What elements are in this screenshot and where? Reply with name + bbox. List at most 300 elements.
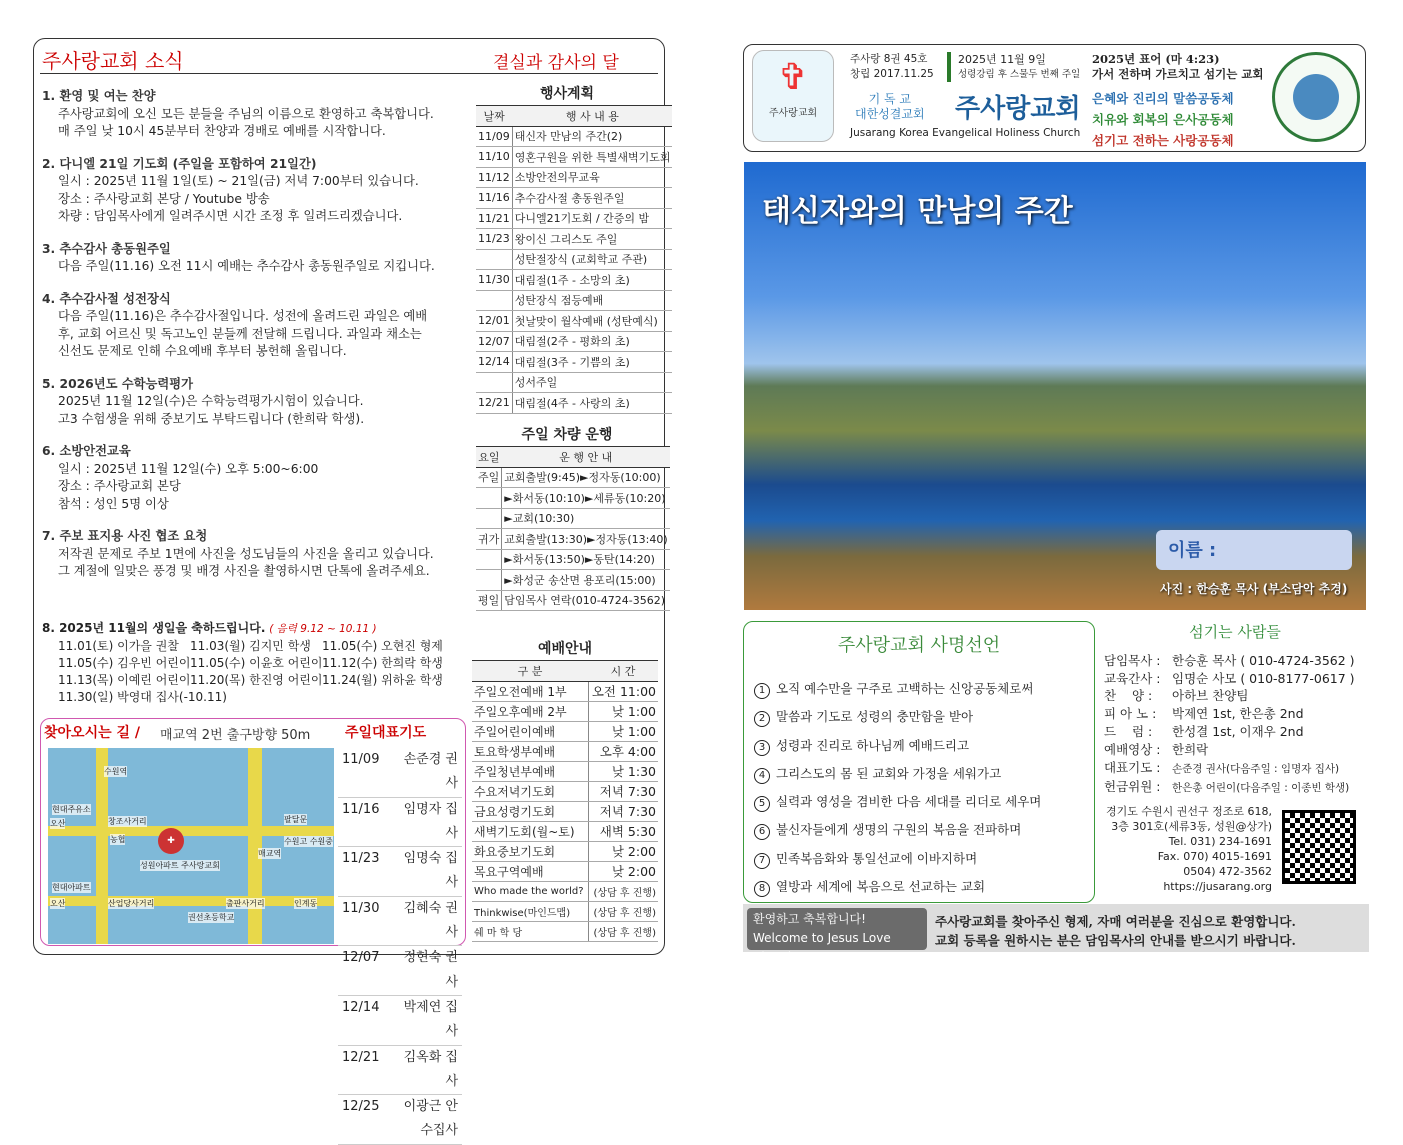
map-label: 수원역: [104, 767, 128, 776]
birthday-entry: 11.05(수) 김우빈 어린이: [58, 656, 191, 670]
news-item: [42, 156, 472, 226]
schedule-row: [476, 352, 672, 373]
worship-row: [472, 801, 658, 821]
mission-number-icon: 1: [754, 683, 770, 699]
schedule-row: [476, 249, 672, 270]
news-item: [42, 443, 472, 513]
news-list: [42, 88, 472, 596]
car-cell-a: [476, 508, 502, 529]
prayer-row: [338, 748, 462, 798]
mission-text: 실력과 영성을 겸비한 다음 세대를 리더로 세우며: [776, 794, 1042, 810]
news-item: [42, 376, 472, 429]
news-heading: 5. 2026년도 수학능력평가: [42, 376, 194, 391]
mission-number-icon: 3: [754, 740, 770, 756]
staff-row: [1104, 778, 1366, 798]
news-line: 후, 교회 어르신 및 독고노인 분들께 전달해 드립니다. 과일과 채소는: [58, 326, 422, 341]
issue-no: 주사랑 8권 45호: [850, 53, 928, 65]
birthday-entry: 11.24(월) 위하윤 학생: [322, 673, 443, 687]
welcome-line1: 주사랑교회를 찾아주신 형제, 자매 여러분을 진심으로 환영합니다.: [935, 914, 1296, 929]
schedule-cell-a: 11/21: [476, 208, 512, 229]
schedule-row: [476, 393, 672, 414]
birthday-section: [42, 620, 462, 706]
worship-row: [472, 861, 658, 881]
news-line: 다음 주일(11.16) 오전 11시 예배는 추수감사 총동원주일로 지킵니다.: [58, 259, 435, 273]
staff-name: 한희락: [1172, 741, 1209, 757]
news-line: 장소 : 주사랑교회 본당 / Youtube 방송: [58, 191, 270, 206]
worship-name: 금요성령기도회: [472, 801, 588, 821]
mission-item: [754, 816, 1094, 844]
mission-text: 성령과 진리로 하나님께 예배드리고: [776, 737, 970, 753]
welcome-line2: 교회 등록을 원하시는 분은 담임목사의 안내를 받으시기 바랍니다.: [935, 933, 1296, 948]
birthday-entry: 11.12(수) 한희락 학생: [322, 656, 443, 670]
staff-row: [1104, 741, 1366, 759]
mission-text: 오직 예수만을 구주로 고백하는 신앙공동체로써: [776, 681, 1034, 696]
birthday-heading: 8. 2025년 11월의 생일을 축하드립니다.: [42, 621, 266, 635]
cover-title: 태신자와의 만남의 주간: [762, 194, 1073, 229]
schedule-row: [476, 188, 672, 209]
mission-number-icon: 8: [754, 881, 770, 897]
worship-row: [472, 841, 658, 861]
theme-motto: 가서 전하며 가르치고 섬기는 교회: [1092, 67, 1264, 81]
schedule-cell-b: 대림절(4주 - 사랑의 초): [512, 393, 672, 414]
mission-item: [754, 845, 1094, 873]
map-label: 산업당사거리: [108, 899, 155, 908]
staff-row: [1104, 705, 1366, 723]
prayer-row: [338, 897, 462, 947]
prayer-row: [338, 1046, 462, 1096]
mission-text: 그리스도의 몸 된 교회와 가정을 세워가고: [776, 765, 1002, 781]
worship-time: 낮 1:00: [588, 701, 658, 721]
car-row: [476, 508, 670, 529]
news-line: 장소 : 주사랑교회 본당: [58, 479, 181, 493]
map-label: 출판사거리: [226, 899, 265, 908]
worship-name: 목요구역예배: [472, 861, 588, 881]
schedule-cell-b: 대림절(3주 - 기쁨의 초): [512, 352, 672, 373]
phone: Tel. 031) 234-1691: [1168, 835, 1272, 849]
schedule-cell-b: 성서주일: [512, 372, 672, 393]
worship-name: 주일오후예배 2부: [472, 701, 588, 721]
car-cell-b: 교회출발(9:45)►정자동(10:00): [502, 467, 670, 488]
birthday-hint: ( 음력 9.12 ~ 10.11 ): [269, 623, 377, 635]
news-line: 2025년 11월 12일(수)은 수학능력평가시험이 있습니다.: [58, 394, 364, 408]
schedule-cell-a: 12/01: [476, 311, 512, 332]
mission-text: 민족복음화와 통일선교에 이바지하며: [776, 850, 978, 866]
worship-name: 새벽기도회(월~토): [472, 821, 588, 841]
car-title: 주일 차량 운행: [521, 427, 613, 443]
staff-name: 아하브 찬양팀: [1172, 688, 1249, 704]
map-image: [48, 748, 334, 944]
prayer-name: 이광근 안수집사: [403, 1099, 458, 1139]
news-title: 주사랑교회 소식: [42, 49, 184, 73]
staff-row: [1104, 759, 1366, 779]
mission-number-icon: 7: [754, 853, 770, 869]
prayer-row: [338, 946, 462, 996]
worship-time: (상담 후 진행): [588, 921, 658, 941]
staff-name: 손준경 권사(다음주일 : 임명자 집사): [1172, 762, 1340, 775]
news-heading: 6. 소방안전교육: [42, 444, 131, 458]
prayer-name: 임명숙 집사: [403, 851, 458, 891]
worship-row: [472, 761, 658, 781]
worship-time: 오전 11:00: [588, 681, 658, 701]
car-section: [476, 427, 668, 611]
news-line: 주사랑교회에 오신 모든 분들을 주님의 이름으로 환영하고 축복합니다.: [58, 106, 434, 121]
church-marker-icon: ✚: [158, 828, 184, 854]
car-cell-b: ►교회(10:30): [502, 508, 670, 529]
car-cell-b: ►화서동(10:10)►세류동(10:20): [502, 488, 670, 509]
staff-role: 찬 양 :: [1104, 688, 1153, 704]
car-cell-b: ►화성군 송산면 용포리(15:00): [502, 570, 670, 591]
worship-row: [472, 901, 658, 921]
founded-date: 창립 2017.11.25: [850, 68, 934, 80]
map-label: 팔달문: [284, 815, 308, 824]
staff-name: 임명순 사모 ( 010-8177-0617 ): [1172, 670, 1355, 686]
contact-block: [1104, 804, 1272, 894]
map-label: 오산: [50, 899, 66, 908]
schedule-cell-a: 12/07: [476, 331, 512, 352]
schedule-col-date: 날짜: [476, 106, 512, 127]
car-cell-a: 귀가: [476, 529, 502, 550]
news-heading: 7. 주보 표지용 사진 협조 요청: [42, 529, 208, 543]
staff-role: 교육간사 :: [1104, 670, 1161, 686]
denom-line1: 기 독 교: [868, 92, 911, 106]
schedule-row: [476, 270, 672, 291]
schedule-cell-b: 다니엘21기도회 / 간증의 밤: [512, 208, 672, 229]
schedule-cell-b: 왕이신 그리스도 주일: [512, 229, 672, 250]
news-line: 일시 : 2025년 11월 1일(토) ~ 21일(금) 저녁 7:00부터 있습니다.: [58, 174, 419, 188]
mission-title: 주사랑교회 사명선언: [837, 635, 1001, 656]
news-line: 다음 주일(11.16)은 추수감사절입니다. 성전에 올려드린 과일은 예배: [58, 309, 428, 323]
mission-item: [754, 788, 1094, 816]
news-item: [42, 291, 472, 361]
prayer-row: [338, 847, 462, 897]
schedule-cell-a: [476, 249, 512, 270]
car-cell-a: 주일: [476, 467, 502, 488]
mission-item: [754, 703, 1094, 731]
worship-table: [472, 660, 658, 942]
car-cell-b: 담임목사 연락(010-4724-3562): [502, 590, 670, 611]
map-subtitle: 매교역 2번 출구방향 50m: [160, 728, 311, 743]
map-label: 창조사거리: [108, 817, 147, 826]
worship-row: [472, 741, 658, 761]
address-line2: 3층 301호(세류3동, 성원@상가): [1111, 820, 1272, 834]
schedule-row: [476, 331, 672, 352]
staff-role: 헌금위원 :: [1104, 779, 1161, 795]
schedule-row: [476, 311, 672, 332]
map-label: 현대아파트: [52, 883, 91, 892]
worship-name: Thinkwise(마인드맵): [472, 901, 588, 921]
prayer-name: 박제연 집사: [403, 999, 458, 1040]
map-label: 매교역: [258, 849, 282, 858]
mission-item: [754, 760, 1094, 788]
worship-name: 쉐 마 학 당: [472, 921, 588, 941]
theme-ref: 2025년 표어 (마 4:23): [1092, 52, 1220, 66]
worship-title: 예배안내: [537, 641, 593, 657]
news-line: 매 주일 낮 10시 45분부터 찬양과 경배로 예배를 시작합니다.: [58, 124, 386, 138]
schedule-cell-b: 대림절(2주 - 평화의 초): [512, 331, 672, 352]
worship-name: 토요학생부예배: [472, 741, 588, 761]
staff-row: [1104, 652, 1366, 670]
address-line1: 경기도 수원시 권선구 정조로 618,: [1106, 805, 1272, 819]
prayer-name: 김옥화 집사: [403, 1049, 458, 1089]
worship-name: 수요저녁기도회: [472, 781, 588, 801]
fax: Fax. 070) 4015-1691: [1157, 850, 1272, 864]
qr-code-icon[interactable]: [1282, 810, 1356, 884]
prayer-row: [338, 798, 462, 848]
prayer-date: 12/07: [342, 950, 380, 966]
liturgical-week: 성령강림 후 스물두 번째 주일: [958, 69, 1081, 80]
car-cell-a: [476, 570, 502, 591]
worship-time: 낮 1:30: [588, 761, 658, 781]
worship-time: 저녁 7:30: [588, 801, 658, 821]
birthday-entry: 11.30(일) 박영대 집사(-10.11): [58, 690, 227, 704]
prayer-date: 11/30: [342, 900, 380, 916]
worship-row: [472, 701, 658, 721]
logo-text: 주사랑교회: [768, 108, 818, 119]
worship-row: [472, 921, 658, 941]
mission-item: [754, 873, 1094, 901]
prayer-list: [338, 748, 462, 1145]
car-cell-a: [476, 488, 502, 509]
car-row: [476, 549, 670, 570]
schedule-cell-b: 추수감사절 총동원주일: [512, 188, 672, 209]
car-col-day: 요일: [476, 447, 502, 468]
news-line: 신선도 문제로 인해 수요예배 후부터 봉헌해 올립니다.: [58, 344, 347, 358]
mission-text: 말씀과 기도로 성령의 충만함을 받아: [776, 709, 974, 725]
map-label: 권선초등학교: [188, 913, 235, 922]
schedule-cell-a: 11/16: [476, 188, 512, 209]
schedule-row: [476, 229, 672, 250]
news-item: [42, 528, 472, 581]
prayer-name: 김혜숙 권사: [403, 900, 458, 941]
prayer-name: 정현숙 권사: [403, 950, 458, 990]
prayer-date: 11/16: [342, 801, 380, 817]
month-theme: 결실과 감사의 달: [493, 53, 619, 73]
worship-name: Who made the world?: [472, 881, 588, 901]
mission-text: 불신자들에게 생명의 구원의 복음을 전파하며: [776, 822, 1022, 838]
schedule-cell-b: 소방안전의무교육: [512, 167, 672, 188]
church-name: 주사랑교회: [955, 94, 1081, 124]
schedule-cell-a: [476, 290, 512, 311]
worship-name: 화요중보기도회: [472, 841, 588, 861]
map-label: 수원고 수원중: [284, 837, 333, 846]
prayer-row: [338, 996, 462, 1046]
mobile: 0504) 472-3562: [1183, 865, 1272, 879]
worship-row: [472, 681, 658, 701]
name-field[interactable]: 이름 :: [1156, 530, 1352, 570]
car-row: [476, 590, 670, 611]
mission-box: [743, 621, 1095, 903]
mission-number-icon: 5: [754, 796, 770, 812]
mission-item: [754, 732, 1094, 760]
birthday-entry: 11.13(목) 이예린 어린이: [58, 673, 191, 687]
schedule-cell-b: 태신자 만남의 주간(2): [512, 126, 672, 147]
worship-name: 주일오전예배 1부: [472, 681, 588, 701]
denomination-seal-icon: [1272, 52, 1360, 142]
prayer-date: 12/21: [342, 1049, 380, 1065]
divider: [40, 73, 658, 74]
mission-text: 열방과 세계에 복음으로 선교하는 교회: [776, 879, 986, 895]
schedule-row: [476, 372, 672, 393]
birthday-entry: 11.03(월) 김지민 학생: [190, 639, 311, 653]
schedule-row: [476, 167, 672, 188]
worship-row: [472, 881, 658, 901]
car-cell-b: ►화서동(13:50)►동탄(14:20): [502, 549, 670, 570]
mission-number-icon: 2: [754, 711, 770, 727]
year-theme: [1092, 52, 1264, 82]
slogan-1: 은혜와 진리의 말씀공동체: [1092, 91, 1234, 106]
worship-col-time: 시 간: [588, 661, 658, 682]
car-row: [476, 529, 670, 550]
car-row: [476, 488, 670, 509]
map-label: 성원아파트 주사랑교회: [140, 861, 220, 870]
schedule-row: [476, 208, 672, 229]
schedule-section: [476, 86, 671, 414]
church-logo: [752, 50, 834, 142]
staff-name: 한승훈 목사 ( 010-4724-3562 ): [1172, 652, 1355, 668]
staff-title: 섬기는 사람들: [1189, 623, 1281, 641]
prayer-row: [338, 1095, 462, 1145]
staff-row: [1104, 723, 1366, 741]
slogan-3: 섬기고 전하는 사랑공동체: [1092, 133, 1234, 148]
schedule-cell-a: 11/10: [476, 147, 512, 168]
divider: [947, 52, 951, 82]
issue-info: [850, 52, 934, 82]
news-heading: 4. 추수감사절 성전장식: [42, 291, 171, 306]
staff-role: 대표기도 :: [1104, 759, 1161, 775]
schedule-cell-a: 11/23: [476, 229, 512, 250]
schedule-cell-a: 12/21: [476, 393, 512, 414]
staff-name: 박제연 1st, 한은총 2nd: [1172, 706, 1304, 722]
schedule-cell-b: 첫날맞이 월삭예배 (성탄예식): [512, 311, 672, 332]
car-row: [476, 570, 670, 591]
worship-time: (상담 후 진행): [588, 881, 658, 901]
news-line: 일시 : 2025년 11월 12일(수) 오후 5:00~6:00: [58, 461, 319, 476]
date-info: [958, 52, 1080, 82]
schedule-cell-b: 대림절(1주 - 소망의 초): [512, 270, 672, 291]
slogan-2: 치유와 회복의 은사공동체: [1092, 112, 1234, 127]
map-label: 현대주유소: [52, 805, 91, 814]
worship-time: 오후 4:00: [588, 741, 658, 761]
prayer-name: 임명자 집사: [403, 801, 458, 841]
mission-number-icon: 4: [754, 768, 770, 784]
staff-role: 드 럼 :: [1104, 723, 1153, 739]
schedule-cell-a: 12/14: [476, 352, 512, 373]
map-title: 찾아오시는 길 /: [44, 725, 141, 741]
schedule-cell-a: 11/09: [476, 126, 512, 147]
worship-row: [472, 821, 658, 841]
worship-section: [472, 641, 658, 942]
prayer-date: 12/25: [342, 1099, 380, 1115]
news-line: 그 계절에 일맞은 풍경 및 배경 사진을 촬영하시면 단톡에 올려주세요.: [58, 564, 430, 578]
mission-item: [754, 675, 1094, 703]
news-heading: 3. 추수감사 총동원주일: [42, 241, 171, 256]
news-line: 고3 수험생을 위해 중보기도 부탁드립니다 (한희락 학생).: [58, 411, 365, 426]
worship-time: 낮 2:00: [588, 841, 658, 861]
worship-name: 주일어린이예배: [472, 721, 588, 741]
church-name-eng: Jusarang Korea Evangelical Holiness Church: [850, 127, 1081, 139]
schedule-row: [476, 290, 672, 311]
schedule-row: [476, 126, 672, 147]
worship-time: 새벽 5:30: [588, 821, 658, 841]
denomination: [855, 92, 925, 122]
schedule-cell-a: 11/30: [476, 270, 512, 291]
worship-time: 낮 1:00: [588, 721, 658, 741]
denom-line2: 대한성결교회: [855, 107, 925, 121]
logo-cross-icon: ✞: [777, 57, 809, 98]
prayer-date: 11/23: [342, 851, 380, 867]
birthday-entry: 11.05(수) 이윤호 어린이: [190, 656, 323, 670]
schedule-cell-a: 11/12: [476, 167, 512, 188]
worship-time: 낮 2:00: [588, 861, 658, 881]
staff-row: [1104, 687, 1366, 705]
map-label: 오산: [50, 819, 66, 828]
car-cell-b: 교회출발(13:30)►정자동(13:40): [502, 529, 670, 550]
birthday-grid: [42, 638, 462, 706]
staff-role: 담임목사 :: [1104, 652, 1161, 668]
schedule-cell-b: 성탄장식 점등예배: [512, 290, 672, 311]
worship-time: (상담 후 진행): [588, 901, 658, 921]
schedule-table: [476, 105, 672, 414]
news-line: 차량 : 담임목사에게 일려주시면 시간 조정 후 일려드리겠습니다.: [58, 209, 403, 223]
map-label: 농협: [110, 835, 126, 844]
photo-credit: 사진 : 한승훈 목사 (부소담악 추경): [1160, 582, 1348, 596]
schedule-row: [476, 147, 672, 168]
schedule-col-event: 행 사 내 용: [512, 106, 672, 127]
worship-time: 저녁 7:30: [588, 781, 658, 801]
schedule-title: 행사계획: [539, 86, 595, 102]
prayer-date: 12/14: [342, 999, 380, 1015]
news-heading: 1. 환영 및 여는 찬양: [42, 89, 156, 103]
car-col-info: 운 행 안 내: [502, 447, 670, 468]
worship-row: [472, 781, 658, 801]
staff-role: 피 아 노 :: [1104, 706, 1157, 722]
birthday-entry: 11.05(수) 오현진 형제: [322, 639, 443, 653]
schedule-cell-b: 영혼구원을 위한 특별새벽기도회: [512, 147, 672, 168]
map-label: 인계동: [294, 899, 318, 908]
car-table: [476, 446, 670, 611]
welcome-korean: 환영하고 축복합니다!: [753, 912, 866, 926]
welcome-english: Welcome to Jesus Love Church: [753, 931, 891, 964]
news-heading: 2. 다니엘 21일 기도회 (주일을 포함하여 21일간): [42, 156, 317, 171]
worship-row: [472, 721, 658, 741]
welcome-badge: [747, 908, 927, 964]
birthday-entry: 11.20(목) 한진영 어린이: [190, 673, 323, 687]
prayer-date: 11/09: [342, 752, 380, 767]
prayer-name: 손준경 권사: [403, 752, 458, 792]
car-cell-a: 평일: [476, 590, 502, 611]
staff-row: [1104, 670, 1366, 688]
welcome-text: [935, 912, 1296, 950]
birthday-entry: 11.01(토) 이가을 권찰: [58, 639, 179, 653]
worship-name: 주일청년부예배: [472, 761, 588, 781]
news-item: [42, 241, 472, 276]
prayer-title: 주일대표기도: [345, 725, 427, 741]
staff-role: 예배영상 :: [1104, 741, 1161, 757]
news-line: 참석 : 성인 5명 이상: [58, 496, 169, 511]
website-link[interactable]: https://jusarang.org: [1163, 880, 1272, 894]
news-item: [42, 88, 472, 141]
staff-name: 한성결 1st, 이재우 2nd: [1172, 723, 1304, 739]
news-line: 저작권 문제로 주보 1면에 사진을 성도님들의 사진을 올리고 있습니다.: [58, 546, 434, 561]
car-cell-a: [476, 549, 502, 570]
bulletin-date: 2025년 11월 9일: [958, 53, 1046, 66]
schedule-cell-a: [476, 372, 512, 393]
mission-number-icon: 6: [754, 824, 770, 840]
worship-col-type: 구 분: [472, 661, 588, 682]
staff-name: 한은총 어린이(다음주일 : 이종빈 학생): [1172, 782, 1350, 795]
slogans: [1092, 88, 1234, 151]
schedule-cell-b: 성탄절장식 (교회학교 주관): [512, 249, 672, 270]
